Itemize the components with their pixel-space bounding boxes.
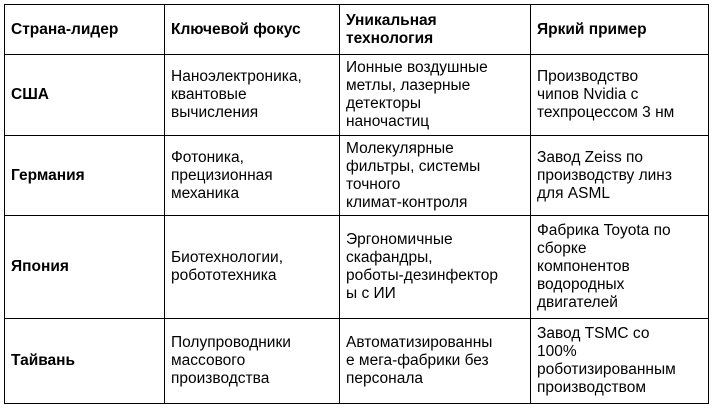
country-cell: США [5, 55, 165, 136]
technology-cell: Молекулярные фильтры, системы точного климат-контроля [340, 136, 531, 216]
example-cell: Завод TSMC со 100% роботизированным производством [531, 318, 709, 403]
header-focus: Ключевой фокус [165, 5, 340, 55]
table-row [5, 55, 709, 136]
focus-cell: Полупроводники массового производства [165, 318, 340, 403]
table-row [5, 216, 709, 318]
example-cell: Производство чипов Nvidia с техпроцессом 3 нм [531, 55, 709, 136]
table-row [5, 318, 709, 403]
comparison-table [4, 4, 709, 404]
country-cell: Тайвань [5, 318, 165, 403]
header-technology: Уникальная технология [340, 5, 531, 55]
technology-cell: Ионные воздушные метлы, лазерные детекторы наночастиц [340, 55, 531, 136]
country-cell: Япония [5, 216, 165, 318]
table-header-row [5, 5, 709, 55]
country-cell: Германия [5, 136, 165, 216]
focus-cell: Наноэлектроника, квантовые вычисления [165, 55, 340, 136]
technology-cell: Автоматизированны е мега-фабрики без персонала [340, 318, 531, 403]
header-country: Страна-лидер [5, 5, 165, 55]
table-row [5, 136, 709, 216]
focus-cell: Фотоника, прецизионная механика [165, 136, 340, 216]
example-cell: Фабрика Toyota по сборке компонентов водородных двигателей [531, 216, 709, 318]
technology-cell: Эргономичные скафандры, роботы-дезинфектор ы с ИИ [340, 216, 531, 318]
focus-cell: Биотехнологии, робототехника [165, 216, 340, 318]
example-cell: Завод Zeiss по производству линз для ASML [531, 136, 709, 216]
header-example: Яркий пример [531, 5, 709, 55]
